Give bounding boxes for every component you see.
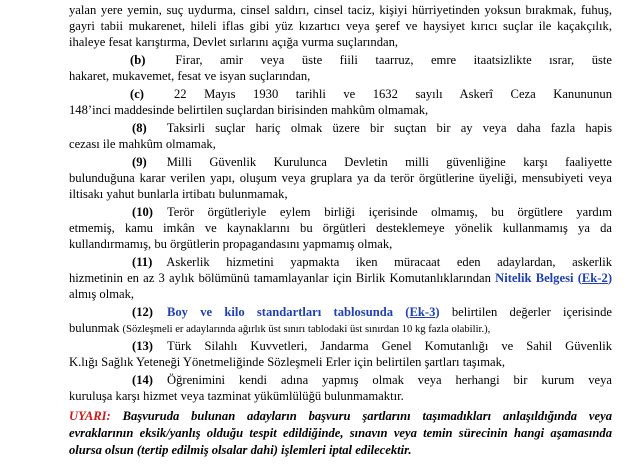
text-line: iltisakı yahut bunlarla irtibatı bulunmamak, [69, 187, 288, 201]
text-span: hizmetinin en az 3 aylık bölümünü tamamlayanlar için Birlik Komutanlıklarından [69, 271, 491, 285]
paren-close: ) [607, 271, 613, 285]
item-c-text: 22 Mayıs 1930 tarihli ve 1632 sayılı Askerî Ceza Kanununun [173, 87, 612, 101]
text-line: hakaret, mukavemet, fesat ve isyan suçlarından, [69, 69, 311, 83]
item-14-text: Öğrenimini kendi adına yapmış olmak veya herhangi bir kurum veya [166, 373, 612, 387]
weight-note: (Sözleşmeli er adaylarında ağırlık üst sınırı tablodaki üst sınırdan 10 kg fazla olabilir.), [122, 324, 491, 335]
boy-kilo-label: Boy ve kilo standartları tablosunda [166, 305, 394, 319]
item-11-number: (11) [132, 255, 153, 269]
text-line: almış olmak, [69, 287, 135, 301]
item-11-text: Askerlik hizmetini yapmakta iken müracaat eden adaylardan, askerlik [166, 255, 612, 269]
item-12-line-2 [69, 321, 612, 337]
warning-text: Başvuruda bulunan adayların başvuru şartlarını taşımadıkları anlaşıldığında veya [122, 409, 613, 423]
text-line: 148’inci maddesinde belirtilen suçlardan birisinden mahkûm olmamak, [69, 103, 429, 117]
item-14-line [132, 373, 612, 387]
item-12-text: belirtilen değerler içerisinde [451, 305, 612, 319]
nitelik-belgesi-link[interactable]: Nitelik Belgesi [495, 271, 574, 285]
item-8-line [132, 121, 612, 135]
text-line: cezası ile mahkûm olmamak, [69, 137, 216, 151]
item-9-line [132, 155, 612, 169]
item-10-line [132, 205, 612, 219]
item-11-line-2 [69, 271, 612, 285]
ek-2-link[interactable]: Ek-2 [581, 271, 608, 285]
item-c-number: (c) [130, 87, 144, 101]
item-11-line [132, 255, 612, 269]
item-b-line [130, 53, 612, 67]
warning-line: olursa olsun (tertip edilmiş olsalar dahi) işlemleri iptal edilecektir. [69, 443, 412, 457]
text-line: yalan yere yemin, suç uydurma, cinsel saldırı, cinsel taciz, kişiyi hürriyetinden yoksun bırakmak, fuhuş, [69, 3, 612, 17]
item-8-number: (8) [132, 121, 147, 135]
text-line: kullandırmamış, bu örgütlerin propagandasını yapmamış olmak, [69, 237, 393, 251]
item-13-number: (13) [132, 339, 153, 353]
text-line: gayri tabii mukarenet, hileli iflas gibi yüz kızartıcı veya şeref ve haysiyet kırıcı suçlar ile kaçakçılık, [69, 19, 612, 33]
item-b-text: Firar, amir veya üste fiili taarruz, emre itaatsizlikte ısrar, üste [175, 53, 612, 67]
ek-3-link[interactable]: Ek-3 [409, 305, 436, 319]
item-8-text: Taksirli suçlar hariç olmak üzere bir suçtan bir ay veya daha fazla hapis [166, 121, 612, 135]
warning-line [69, 409, 612, 424]
paren-open: ( [577, 271, 582, 285]
text-line: K.lığı Sağlık Yeteneği Yönetmeliğinde Sözleşmeli Erler için belirtilen şartları taşımak, [69, 355, 506, 369]
text-line: bulunduğuna karar verilen yapı, oluşum veya gruplara ya da terör örgütlerine üyeliği, mensubiyeti veya [69, 171, 612, 185]
text-line: kuruluşa karşı hizmet veya tazminat yükümlülüğü bulunmamaktır. [69, 389, 404, 403]
item-13-text: Türk Silahlı Kuvvetleri, Jandarma Genel Komutanlığı ve Sahil Güvenlik [166, 339, 612, 353]
item-9-number: (9) [132, 155, 147, 169]
item-9-text: Milli Güvenlik Kurulunca Devletin milli güvenliğine karşı faaliyette [166, 155, 612, 169]
text-line: ihaleye fesat karıştırma, Devlet sırlarını açığa vurma suçlarından, [69, 35, 399, 49]
warning-line: evraklarının eksik/yanlış olduğu tespit edildiğinde, sınavın veya temin sürecinin hangi aşamasında [69, 426, 612, 440]
item-10-text: Terör örgütleriyle eylem birliği içerisinde olmamış, bu örgütlere yardım [166, 205, 612, 219]
text-span: bulunmak [69, 321, 120, 335]
item-b-number: (b) [130, 53, 146, 67]
item-10-number: (10) [132, 205, 153, 219]
item-12-number: (12) [132, 305, 153, 319]
item-c-line [130, 87, 612, 101]
item-13-line [132, 339, 612, 353]
item-12-line: (12) Boy ve kilo standartları tablosunda (Ek-3) belirtilen değerler içerisinde [132, 305, 612, 319]
item-14-number: (14) [132, 373, 153, 387]
warning-label: UYARI: [69, 409, 111, 423]
text-line: etmemiş, kamu imkân ve kaynaklarını bu örgütleri desteklemeye yönelik kullanmamış ya da [69, 221, 612, 235]
